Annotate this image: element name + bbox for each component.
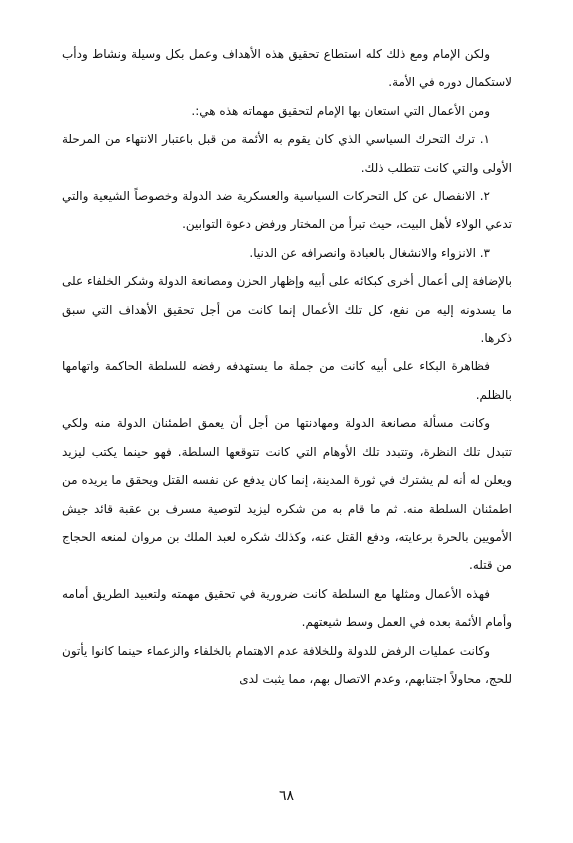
body-text	[62, 40, 512, 693]
paragraph: ولكن الإمام ومع ذلك كله استطاع تحقيق هذه الأهداف وعمل بكل وسيلة ونشاط ودأب لاستكمال دوره في الأمة.	[62, 47, 512, 90]
list-item-3: ٣. الانزواء والانشغال بالعبادة وانصرافه عن الدنيا.	[249, 245, 490, 260]
list-item-2: ٢. الانفصال عن كل التحركات السياسية والعسكرية ضد الدولة وخصوصاً الشيعية والتي تدعي الولاء لأهل البيت، حيث تبرأ من المختار ورفض دعوة التوابين.	[62, 189, 512, 232]
paragraph: فظاهرة البكاء على أبيه كانت من جملة ما يستهدفه رفضه للسلطة الحاكمة واتهامها بالظلم.	[62, 359, 512, 402]
paragraph: وكانت عمليات الرفض للدولة وللخلافة عدم الاهتمام بالخلفاء والزعماء حينما كانوا يأتون للحج، محاولاً اجتنابهم، وعدم الاتصال بهم، مما يثبت لدى	[62, 643, 512, 686]
paragraph: ومن الأعمال التي استعان بها الإمام لتحقيق مهماته هذه هي:.	[191, 103, 490, 118]
list-item-1: ١. ترك التحرك السياسي الذي كان يقوم به الأئمة من قبل باعتبار الانتهاء من المرحلة الأولى والتي كانت تتطلب ذلك.	[62, 132, 512, 175]
paragraph: وكانت مسألة مصانعة الدولة ومهادنتها من أجل أن يعمق اطمئنان الدولة منه ولكي تتبدل تلك النظرة، وتتبدد تلك الأوهام التي كانت تتوقعها السلطة. فهو حينما يكتب ليزيد ويعلن له أنه لم يشترك في ثورة المدينة، إنما كان يدفع عن نفسه القتل ويحقق ما يريده من اطمئنان السلطة منه. ثم ما قام به من شكره ليزيد لتوصية مسرف بن عقبة قائد جيش الأمويين بالحرة برعايته، ودفع القتل عنه، وكذلك شكره لعبد الملك بن مروان لمنعه الحجاج من قتله.	[62, 416, 512, 573]
paragraph: بالإضافة إلى أعمال أخرى كبكائه على أبيه وإظهار الحزن ومصانعة الدولة وشكر الخلفاء على ما يسدونه إليه من نفع، كل تلك الأعمال إنما كانت من أجل تحقيق الأهداف التي سبق ذكرها.	[62, 274, 512, 346]
page-number: ٦٨	[278, 788, 295, 804]
paragraph: فهذه الأعمال ومثلها مع السلطة كانت ضرورية في تحقيق مهمته ولتعبيد الطريق أمامه وأمام الأئمة بعده في العمل وسط شيعتهم.	[62, 586, 512, 630]
